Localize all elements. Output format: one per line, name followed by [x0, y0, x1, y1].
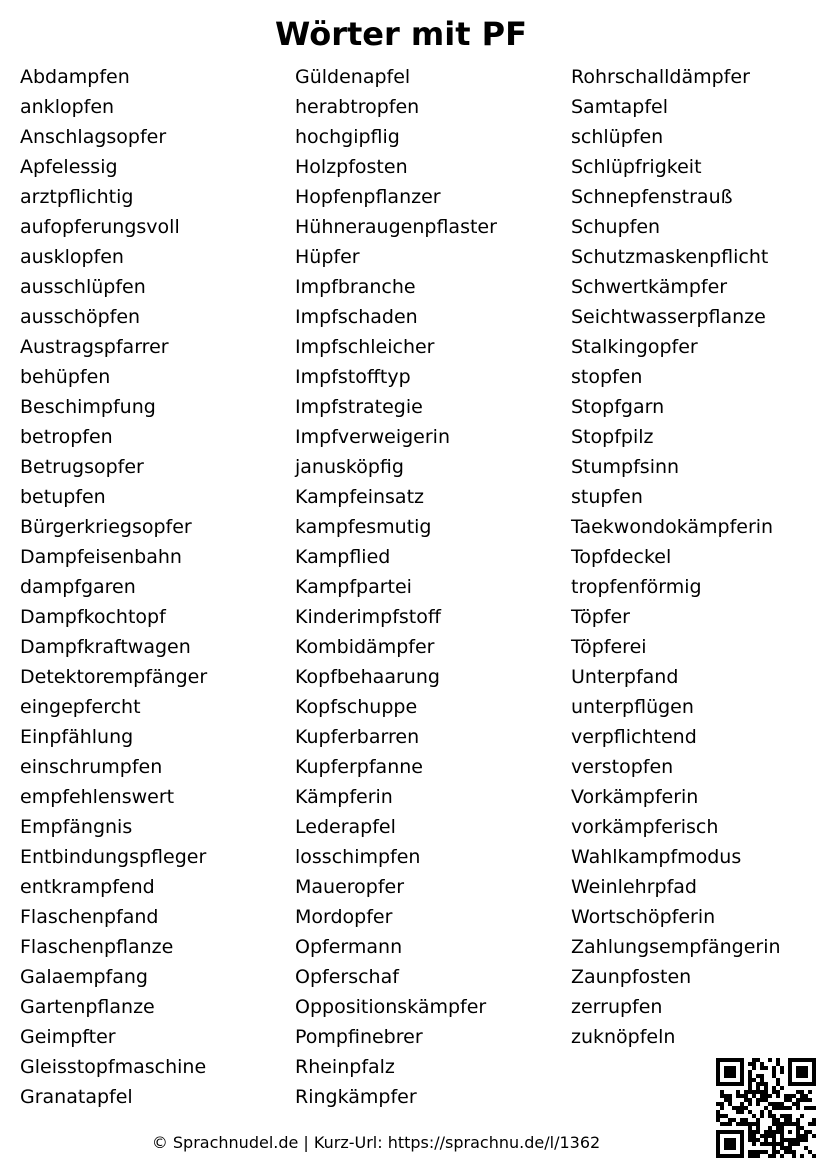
word-item: Flaschenpfand [20, 906, 159, 928]
word-column-1 [20, 62, 207, 1112]
word-item: herabtropfen [295, 96, 420, 118]
word-item: Dampfeisenbahn [20, 546, 182, 568]
word-item: Opfermann [295, 936, 403, 958]
word-item: Kampfeinsatz [295, 486, 425, 508]
word-item: verpflichtend [571, 726, 697, 748]
word-item: entkrampfend [20, 876, 155, 898]
word-item: Empfängnis [20, 816, 133, 838]
word-item: Stopfpilz [571, 426, 654, 448]
word-item: Gartenpflanze [20, 996, 155, 1018]
footer-credit: © Sprachnudel.de | Kurz-Url: https://sprachnu.de/l/1362 [151, 1133, 601, 1152]
word-item: stopfen [571, 366, 643, 388]
word-item: dampfgaren [20, 576, 136, 598]
word-item: schlüpfen [571, 126, 664, 148]
word-item: Unterpfand [571, 666, 679, 688]
word-item: arztpflichtig [20, 186, 134, 208]
word-item: Apfelessig [20, 156, 118, 178]
word-item: Kämpferin [295, 786, 393, 808]
word-item: Holzpfosten [295, 156, 408, 178]
word-item: Maueropfer [295, 876, 405, 898]
word-item: zuknöpfeln [571, 1026, 676, 1048]
word-item: Geimpfter [20, 1026, 116, 1048]
word-item: Schnepfenstrauß [571, 186, 733, 208]
word-item: stupfen [571, 486, 643, 508]
word-item: empfehlenswert [20, 786, 175, 808]
word-item: Kampfpartei [295, 576, 412, 598]
word-item: Galaempfang [20, 966, 148, 988]
word-item: Austragspfarrer [20, 336, 169, 358]
word-item: anklopfen [20, 96, 115, 118]
word-item: Bürgerkriegsopfer [20, 516, 192, 538]
word-item: Abdampfen [20, 66, 130, 88]
word-item: Topfdeckel [571, 546, 672, 568]
word-item: Schupfen [571, 216, 661, 238]
word-item: Töpfer [571, 606, 630, 628]
word-item: Schlüpfrigkeit [571, 156, 702, 178]
word-item: Granatapfel [20, 1086, 133, 1108]
word-item: Flaschenpflanze [20, 936, 174, 958]
word-item: Wortschöpferin [571, 906, 716, 928]
word-item: Beschimpfung [20, 396, 156, 418]
word-item: Detektorempfänger [20, 666, 208, 688]
word-item: zerrupfen [571, 996, 663, 1018]
word-item: aufopferungsvoll [20, 216, 180, 238]
word-item: unterpflügen [571, 696, 694, 718]
word-item: Gleisstopfmaschine [20, 1056, 207, 1078]
word-item: kampfesmutig [295, 516, 432, 538]
word-item: Hühneraugenpflaster [295, 216, 497, 238]
word-item: Wahlkampfmodus [571, 846, 742, 868]
word-item: Stopfgarn [571, 396, 665, 418]
word-item: Impfschleicher [295, 336, 435, 358]
word-item: Ringkämpfer [295, 1086, 417, 1108]
word-item: Töpferei [571, 636, 647, 658]
word-item: Kopfschuppe [295, 696, 418, 718]
word-item: Opferschaf [295, 966, 399, 988]
word-item: Dampfkraftwagen [20, 636, 191, 658]
word-item: Mordopfer [295, 906, 393, 928]
word-item: Entbindungspfleger [20, 846, 207, 868]
word-item: Kupferpfanne [295, 756, 423, 778]
word-item: Anschlagsopfer [20, 126, 167, 148]
word-item: Kopfbehaarung [295, 666, 440, 688]
word-item: Betrugsopfer [20, 456, 144, 478]
word-item: tropfenförmig [571, 576, 702, 598]
word-item: betupfen [20, 486, 106, 508]
word-item: Kombidämpfer [295, 636, 435, 658]
word-item: Güldenapfel [295, 66, 411, 88]
word-item: Vorkämpferin [571, 786, 699, 808]
word-item: Impfschaden [295, 306, 418, 328]
word-item: betropfen [20, 426, 113, 448]
word-item: Oppositionskämpfer [295, 996, 487, 1018]
word-item: Impfbranche [295, 276, 416, 298]
word-item: Schwertkämpfer [571, 276, 728, 298]
word-item: Kinderimpfstoff [295, 606, 441, 628]
word-item: Impfstofftyp [295, 366, 411, 388]
word-item: ausschlüpfen [20, 276, 146, 298]
word-item: Impfstrategie [295, 396, 423, 418]
word-item: Impfverweigerin [295, 426, 450, 448]
word-item: Rohrschalldämpfer [571, 66, 750, 88]
word-item: Pompfinebrer [295, 1026, 423, 1048]
word-item: hochgipflig [295, 126, 400, 148]
word-item: eingepfercht [20, 696, 141, 718]
word-item: Samtapfel [571, 96, 669, 118]
word-item: Stumpfsinn [571, 456, 680, 478]
word-item: Zaunpfosten [571, 966, 692, 988]
word-item: Stalkingopfer [571, 336, 698, 358]
word-item: Taekwondokämpferin [571, 516, 774, 538]
word-item: Kampflied [295, 546, 391, 568]
word-item: behüpfen [20, 366, 111, 388]
page-title: Wörter mit PF [275, 15, 527, 53]
word-item: Hopfenpflanzer [295, 186, 441, 208]
word-column-3 [571, 62, 781, 1052]
word-item: Kupferbarren [295, 726, 420, 748]
word-item: Einpfählung [20, 726, 134, 748]
word-item: vorkämpferisch [571, 816, 719, 838]
word-item: ausklopfen [20, 246, 124, 268]
word-item: Rheinpfalz [295, 1056, 395, 1078]
word-item: einschrumpfen [20, 756, 163, 778]
word-item: losschimpfen [295, 846, 421, 868]
word-item: Dampfkochtopf [20, 606, 166, 628]
word-item: Weinlehrpfad [571, 876, 697, 898]
word-item: Seichtwasserpflanze [571, 306, 766, 328]
word-item: ausschöpfen [20, 306, 141, 328]
word-item: janusköpfig [295, 456, 404, 478]
word-item: Lederapfel [295, 816, 396, 838]
word-item: Zahlungsempfängerin [571, 936, 781, 958]
word-item: Schutzmaskenpflicht [571, 246, 769, 268]
word-item: verstopfen [571, 756, 674, 778]
word-item: Hüpfer [295, 246, 360, 268]
word-column-2 [295, 62, 497, 1112]
